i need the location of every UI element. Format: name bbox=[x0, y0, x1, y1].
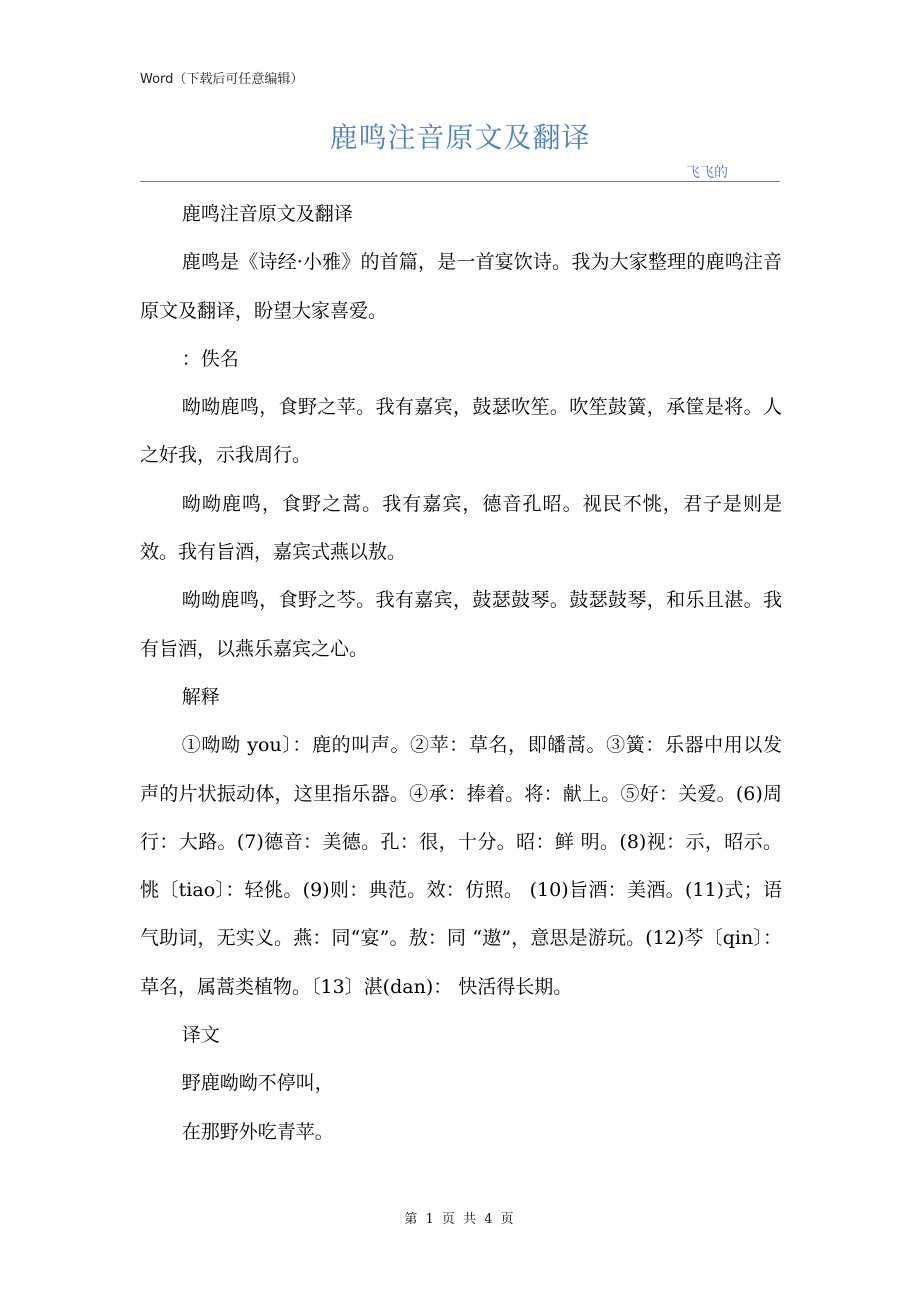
poem-stanza-2: 呦呦鹿鸣，食野之蒿。我有嘉宾，德音孔昭。视民不恌，君子是则是效。我有旨酒，嘉宾式燕以敖。 bbox=[140, 492, 782, 564]
translation-line-1: 野鹿呦呦不停叫， bbox=[181, 1072, 334, 1095]
page-footer: 第 1 页 共 4 页 bbox=[404, 1212, 516, 1227]
page-title: 鹿鸣注音原文及翻译 bbox=[329, 121, 591, 154]
paragraph-subtitle: 鹿鸣注音原文及翻译 bbox=[181, 203, 353, 225]
document-body bbox=[140, 190, 782, 1156]
section-heading-translation: 译文 bbox=[181, 1024, 220, 1047]
title-divider bbox=[140, 181, 780, 182]
header-note: Word（下载后可任意编辑） bbox=[140, 72, 304, 87]
notes-paragraph: ①呦呦 you〕：鹿的叫声。②苹：草名，即皤蒿。③簧：乐器中用以发声的片状振动体，这里指乐器。④承：捧着。将：献上。⑤好：关爱。(6)周行：大路。(7)德音：美德。孔：很，十分。昭：鲜 明。(8)视：示，昭示。恌〔tiao〕：轻佻。(9)则：典范。效：仿照。 (10)旨酒：美酒。(11)式；语气助词，无实义。燕：同“宴”。敖：同 “遨”，意思是游玩。(12)芩〔qin〕：草名，属蒿类植物。〔13〕湛(dan)： 快活得长期。 bbox=[140, 734, 782, 998]
author-name: 飞飞的 bbox=[686, 165, 728, 181]
section-heading-notes: 解释 bbox=[181, 685, 220, 708]
poem-stanza-1: 呦呦鹿鸣，食野之苹。我有嘉宾，鼓瑟吹笙。吹笙鼓簧，承筐是将。人之好我，示我周行。 bbox=[140, 396, 782, 467]
translation-line-2: 在那野外吃青苹。 bbox=[181, 1120, 334, 1143]
poem-stanza-3: 呦呦鹿鸣，食野之芩。我有嘉宾，鼓瑟鼓琴。鼓瑟鼓琴，和乐且湛。我有旨酒，以燕乐嘉宾之心。 bbox=[140, 589, 782, 660]
paragraph-author: ：佚名 bbox=[181, 347, 239, 370]
paragraph-intro: 鹿鸣是《诗经·小雅》的首篇，是一首宴饮诗。我为大家整理的鹿鸣注音原文及翻译，盼望大家喜爱。 bbox=[140, 251, 782, 322]
